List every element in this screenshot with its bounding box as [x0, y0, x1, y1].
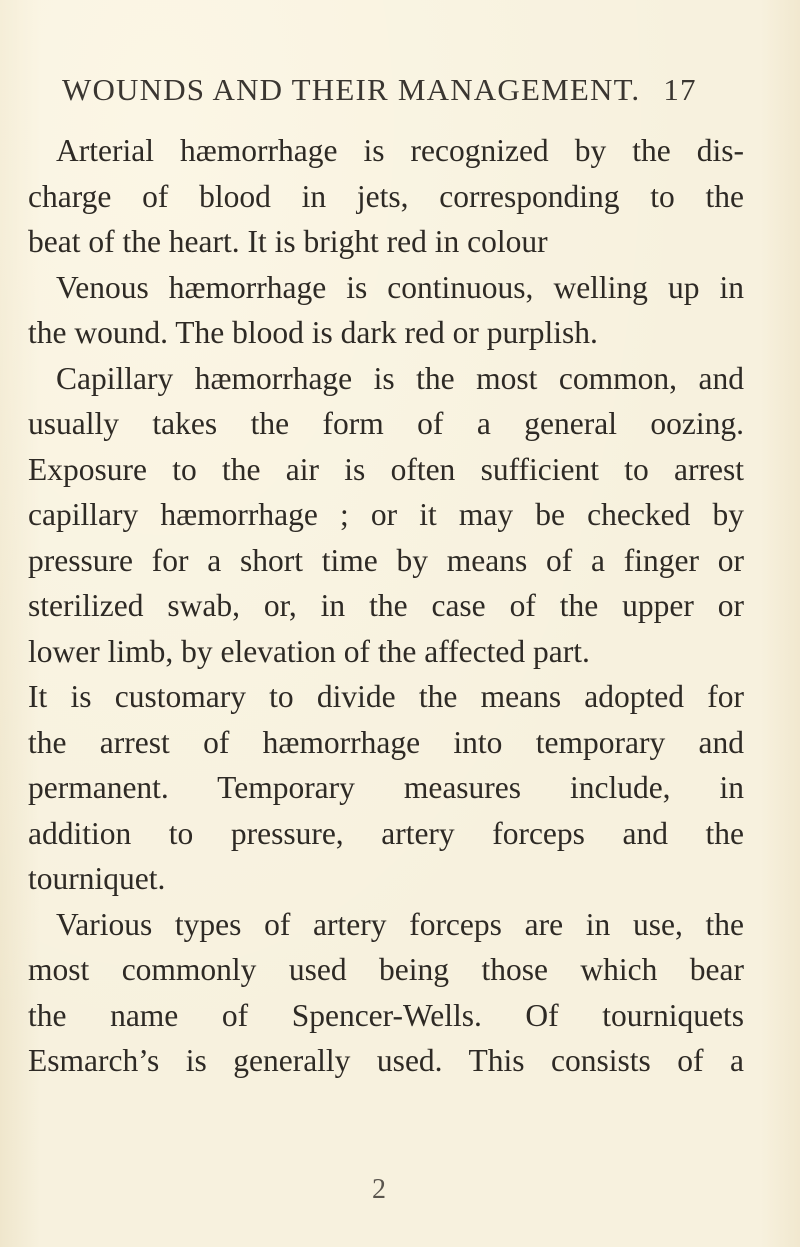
text-line: Arterial hæmorrhage is recognized by the dis- — [56, 133, 744, 168]
text-line: pressure for a short time by means of a finger or — [28, 542, 744, 578]
text-line: Esmarch’s is generally used. This consists of a — [28, 1043, 744, 1078]
text-line: Venous hæmorrhage is continuous, welling up in — [56, 269, 744, 305]
text-line: Capillary hæmorrhage is the most common, and — [56, 360, 744, 396]
text-line: the arrest of hæmorrhage into temporary and — [28, 724, 744, 760]
text-line: beat of the heart. It is bright red in colour — [28, 224, 548, 259]
text-line: capillary hæmorrhage ; or it may be checked by — [28, 497, 744, 532]
text-line: addition to pressure, artery forceps and the — [28, 815, 744, 851]
text-line: charge of blood in jets, corresponding to the — [28, 178, 744, 214]
page-number: 17 — [663, 72, 697, 107]
text-line: It is customary to divide the means adopted for — [28, 679, 744, 714]
text-line: tourniquet. — [28, 861, 166, 896]
text-line: the name of Spencer-Wells. Of tourniquets — [28, 997, 744, 1033]
signature-mark: 2 — [372, 1174, 386, 1205]
text-line: most commonly used being those which bear — [28, 952, 744, 987]
text-line: Various types of artery forceps are in use, the — [56, 906, 744, 942]
text-line: the wound. The blood is dark red or purplish. — [28, 315, 598, 350]
text-line: permanent. Temporary measures include, in — [28, 770, 744, 805]
text-line: sterilized swab, or, in the case of the upper or — [28, 588, 744, 623]
body-text — [28, 128, 744, 1084]
text-line: lower limb, by elevation of the affected part. — [28, 633, 590, 669]
running-header — [62, 72, 742, 108]
running-title: WOUNDS AND THEIR MANAGEMENT. — [62, 72, 641, 107]
text-line: Exposure to the air is often sufficient to arrest — [28, 451, 744, 487]
text-line: usually takes the form of a general oozing. — [28, 406, 744, 441]
